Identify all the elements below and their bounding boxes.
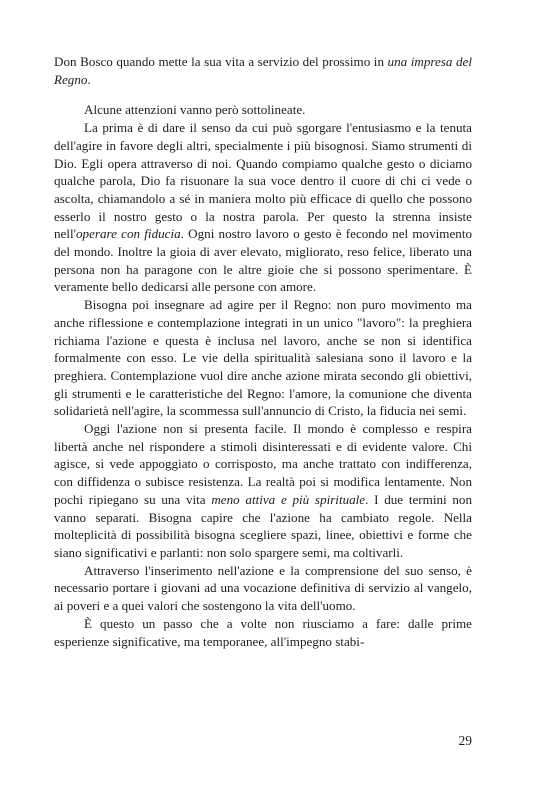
text-run: Don Bosco quando mette la sua vita a servizio del prossimo in	[54, 54, 388, 69]
text-run: Bisogna poi insegnare ad agire per il Regno: non puro movimento ma anche riflessione e contemplazione integrati in un unico "lavoro": la preghiera richiama l'azione e questa è inclusa nel lavoro, anche se non si identifica formalmente con esso. Le vie della spiritualità salesiana sono il lavoro e la preghiera. Contemplazione vuol dire anche azione mirata secondo gli obiettivi, gli strumenti e le caratteristiche del Regno: l'amore, la comunione che diventa solidarietà nell'agire, la scommessa sull'annuncio di Cristo, la fiducia nei semi.	[54, 297, 472, 419]
text-run: . Ogni nostro lavoro o gesto è fecondo nel movimento del mondo. Inoltre la gioia di aver elevato, migliorato, reso felice, liberato una persona non ha paragone con le altre gioie che si possono sperimentare. È veramente bello dedicarsi alle persone con amore.	[54, 226, 472, 295]
body-text	[54, 53, 472, 650]
text-run: Attraverso l'inserimento nell'azione e la comprensione del suo senso, è necessario portare i giovani ad una vocazione definitiva di servizio al vangelo, ai poveri e a quei valori che sostengono la vita dell'uomo.	[54, 562, 472, 614]
paragraph	[54, 53, 472, 88]
italic-run: una impresa del Regno	[54, 54, 472, 87]
paragraph	[54, 615, 472, 650]
paragraph	[54, 420, 472, 562]
text-run: .	[87, 71, 91, 87]
page-number: 29	[458, 733, 472, 748]
text-run: È questo un passo che a volte non riusciamo a fare: dalle prime esperienze significative, ma temporanee, all'impegno stabi-	[54, 615, 472, 649]
paragraph	[54, 101, 472, 119]
paragraph	[54, 562, 472, 615]
text-run: Alcune attenzioni vanno però sottolineate.	[84, 102, 306, 118]
text-run: La prima è di dare il senso da cui può sgorgare l'entusiasmo e la tenuta dell'agire in favore degli altri, specialmente i più bisognosi. Siamo strumenti di Dio. Egli opera attraverso di noi. Quando compiamo qualche gesto o diciamo qualche parola, Dio fa risuonare la sua voce dentro il cuore di chi ci vede o ascolta, chiamandolo a sé in maniera molto più efficace di quello che possono esserlo il nostro gesto o la nostra parola. Per questo la strenna insiste nell'	[54, 120, 472, 242]
text-run: . I due termini non vanno separati. Bisogna capire che l'azione ha cambiato regole. Nella molteplicità di possibilità bisogna scegliere spazi, linee, obiettivi e forme che siano significativi e parlanti: non solo spargere semi, ma coltivarli.	[54, 491, 472, 560]
italic-run: meno attiva e più spirituale	[211, 491, 366, 507]
text-run: Oggi l'azione non si presenta facile. Il mondo è complesso e respira libertà anche nel rispondere a stimoli disinteressati e di evidente valore. Chi agisce, si vede appoggiato o corrisposto, ma anche trattato con indifferenza, con diffidenza o subisce resistenza. La realtà poi si modifica lentamente. Non pochi ripiegano su una vita	[54, 421, 472, 507]
paragraph	[54, 296, 472, 420]
paragraph	[54, 119, 472, 296]
italic-run: operare con fiducia	[76, 226, 181, 242]
